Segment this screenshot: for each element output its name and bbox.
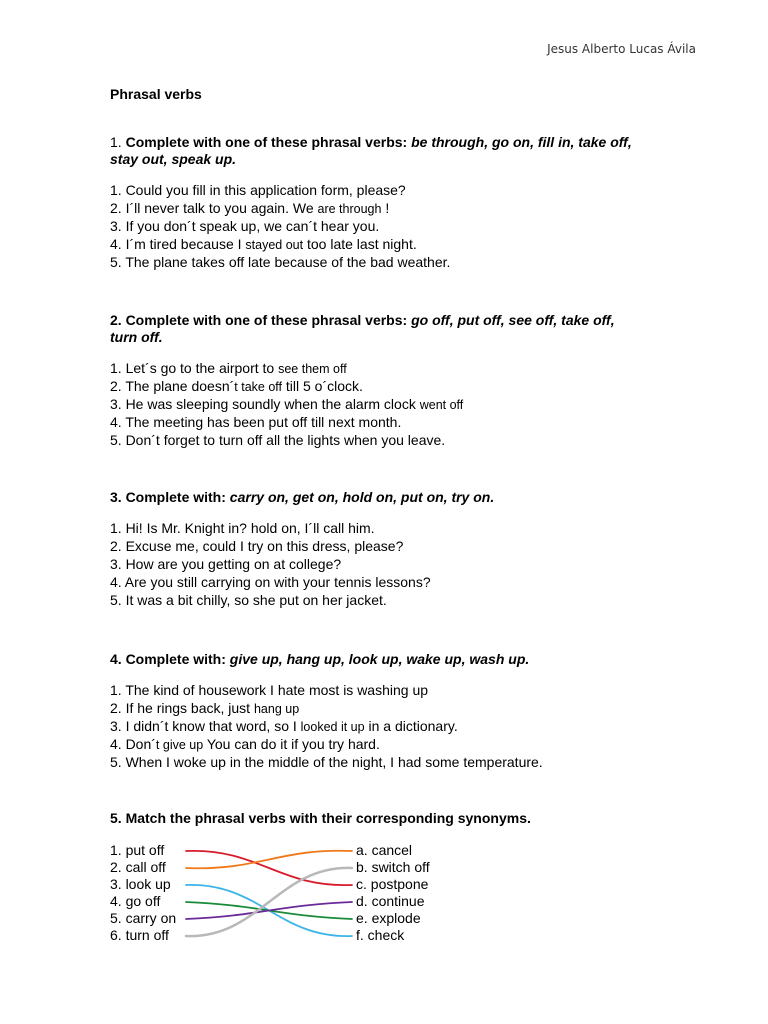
verb-list-continued: stay out, speak up.	[110, 151, 237, 167]
answer-line: 3. I didn´t know that word, so I looked it up in a dictionary.	[110, 718, 458, 734]
instruction-text: 4. Complete with:	[110, 651, 226, 667]
synonym-item: e. explode	[356, 910, 421, 926]
answer-line: 1. Hi! Is Mr. Knight in? hold on, I´ll call him.	[110, 520, 375, 536]
answer-list	[110, 682, 700, 772]
exercise-heading	[110, 489, 700, 506]
synonym-column	[356, 842, 430, 944]
phrasal-verb-item: 3. look up	[110, 876, 171, 892]
answer-line: 5. The plane takes off late because of the bad weather.	[110, 254, 451, 270]
answer-line: 4. Don´t give up You can do it if you try hard.	[110, 736, 380, 752]
phrasal-verb-item: 1. put off	[110, 842, 165, 858]
answer-line: 1. Let´s go to the airport to see them off	[110, 360, 347, 376]
document-title: Phrasal verbs	[110, 86, 202, 102]
answer-line: 1. The kind of housework I hate most is washing up	[110, 682, 429, 698]
synonym-item: b. switch off	[356, 859, 430, 875]
exercise-number: 1.	[110, 134, 126, 150]
match-connector-line	[186, 851, 352, 869]
match-connector-line	[186, 868, 352, 936]
instruction-text: 3. Complete with:	[110, 489, 226, 505]
exercise-heading	[110, 810, 700, 827]
answer-line: 4. I´m tired because I stayed out too late last night.	[110, 236, 417, 252]
synonym-item: a. cancel	[356, 842, 413, 858]
author-name: Jesus Alberto Lucas Ávila	[547, 42, 696, 56]
answer-line: 1. Could you fill in this application form, please?	[110, 182, 406, 198]
answer-line: 3. How are you getting on at college?	[110, 556, 342, 572]
phrasal-verb-item: 5. carry on	[110, 910, 177, 926]
instruction-text: Complete with one of these phrasal verbs:	[125, 134, 408, 150]
answer-line: 5. Don´t forget to turn off all the lights when you leave.	[110, 432, 446, 448]
answer-line: 5. It was a bit chilly, so she put on her jacket.	[110, 592, 387, 608]
phrasal-verb-item: 6. turn off	[110, 927, 169, 943]
answer-list	[110, 182, 700, 272]
phrasal-verb-column	[110, 842, 176, 944]
answer-line: 5. When I woke up in the middle of the night, I had some temperature.	[110, 754, 543, 770]
exercise-5	[110, 810, 700, 827]
phrasal-verb-item: 2. call off	[110, 859, 166, 875]
answer-line: 4. The meeting has been put off till next month.	[110, 414, 402, 430]
answer-line: 2. Excuse me, could I try on this dress, please?	[110, 538, 404, 554]
verb-list: be through, go on, fill in, take off,	[407, 134, 632, 150]
answer-list	[110, 360, 700, 450]
exercise-3	[110, 489, 700, 610]
answer-line: 3. If you don´t speak up, we can´t hear you.	[110, 218, 380, 234]
verb-list: give up, hang up, look up, wake up, wash up.	[225, 651, 530, 667]
answer-line: 3. He was sleeping soundly when the alarm clock went off	[110, 396, 464, 412]
verb-list-continued: turn off.	[110, 329, 163, 345]
verb-list: go off, put off, see off, take off,	[407, 312, 615, 328]
answer-line: 4. Are you still carrying on with your tennis lessons?	[110, 574, 431, 590]
instruction-text: 2. Complete with one of these phrasal verbs:	[110, 312, 408, 328]
exercise-heading	[110, 134, 700, 168]
answer-line: 2. The plane doesn´t take off till 5 o´clock.	[110, 378, 363, 394]
exercise-heading	[110, 312, 700, 346]
synonym-item: d. continue	[356, 893, 425, 909]
synonym-item: c. postpone	[356, 876, 429, 892]
instruction-text: 5. Match the phrasal verbs with their corresponding synonyms.	[110, 810, 531, 826]
answer-line: 2. If he rings back, just hang up	[110, 700, 300, 716]
phrasal-verb-item: 4. go off	[110, 893, 161, 909]
exercise-1	[110, 134, 700, 272]
match-connector-line	[186, 902, 352, 919]
exercise-4	[110, 651, 700, 772]
answer-line: 2. I´ll never talk to you again. We are through !	[110, 200, 390, 216]
synonym-item: f. check	[356, 927, 405, 943]
exercise-2	[110, 312, 700, 450]
verb-list: carry on, get on, hold on, put on, try on.	[225, 489, 495, 505]
exercise-heading	[110, 651, 700, 668]
answer-list	[110, 520, 700, 610]
matching-exercise	[110, 842, 530, 952]
